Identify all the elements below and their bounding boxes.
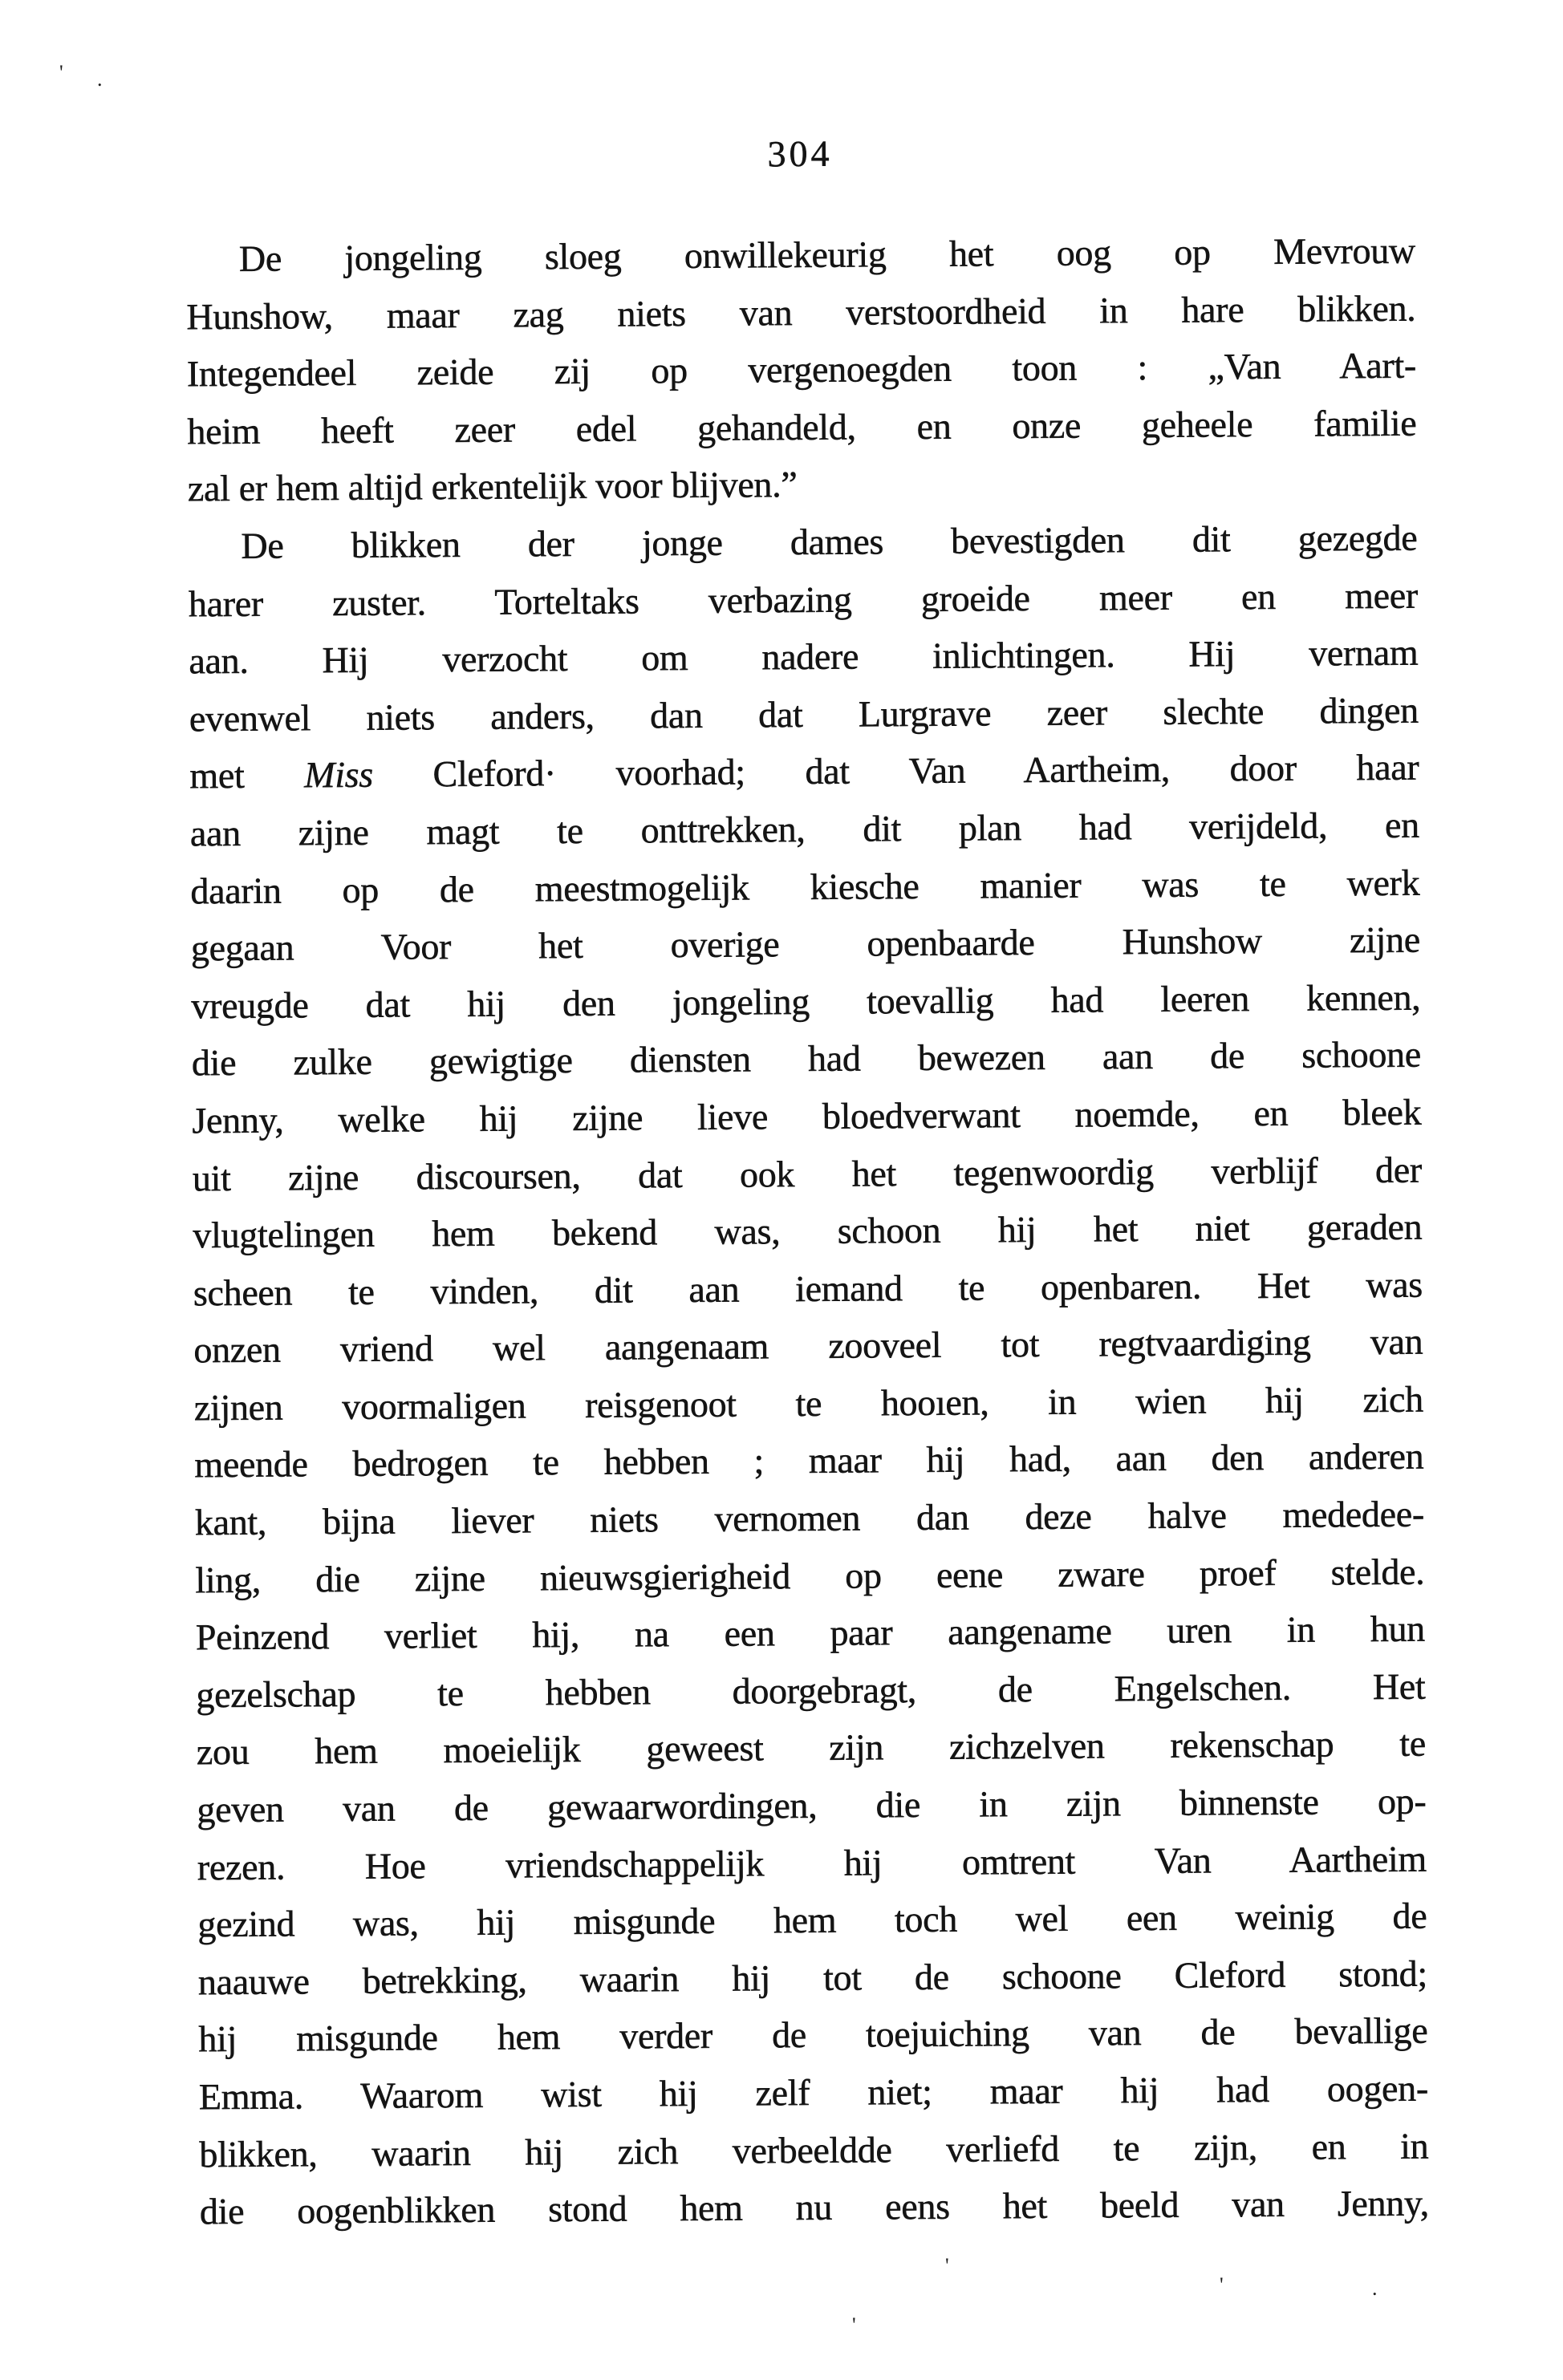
text-line <box>191 968 1420 1034</box>
text-segment: De jongeling sloeg onwillekeurig het oog op Mevrouw <box>238 229 1416 279</box>
text-segment: harer zuster. Torteltaks verbazing groeide meer en meer <box>188 574 1419 624</box>
text-segment: aan. Hij verzocht om nadere inlichtingen. Hij vernam <box>189 631 1419 682</box>
text-line <box>190 853 1419 919</box>
paragraph <box>188 509 1429 2240</box>
text-segment: zijnen voormaligen reisgenoot te hooıen, in wien hij zich <box>193 1378 1424 1429</box>
text-segment: rezen. Hoe vriendschappelijk hij omtrent Van Aartheim <box>197 1838 1427 1887</box>
text-segment: gegaan Voor het overige openbaarde Hunshow zijne <box>190 918 1421 969</box>
text-segment: aan zijne magt te onttrekken, dit plan had verijdeld, en <box>189 804 1420 854</box>
text-segment: blikken, waarin hij zich verbeeldde verliefd te zijn, en in <box>199 2125 1429 2175</box>
text-line <box>197 1887 1427 1953</box>
text-line <box>194 1371 1423 1437</box>
text-segment: ling, die zijne nieuwsgierigheid op eene zware proef stelde. <box>195 1551 1425 1600</box>
text-line <box>187 337 1416 403</box>
scan-artifact: ' <box>59 61 63 84</box>
italic-text: Miss <box>304 754 374 796</box>
text-segment: die zulke gewigtige diensten had bewezen aan de schoone <box>191 1033 1422 1084</box>
page-number: 304 <box>767 132 833 175</box>
text-line <box>189 566 1418 632</box>
text-segment: scheen te vinden, dit aan iemand te openbaren. Het was <box>193 1263 1423 1314</box>
text-line <box>198 1944 1427 2010</box>
text-segment: De blikken der jonge dames bevestigden dit gezegde <box>241 517 1418 566</box>
text-segment: heim heeft zeer edel gehandeld, en onze geheele familie <box>187 402 1417 452</box>
text-segment: evenwel niets anders, dan dat Lurgrave zeer slechte dingen <box>189 689 1419 740</box>
text-line <box>197 1773 1426 1839</box>
text-line <box>196 1657 1425 1723</box>
text-line <box>192 1084 1421 1149</box>
text-line <box>196 1600 1425 1666</box>
text-line <box>195 1543 1424 1608</box>
text-segment: daarin op de meestmogelijk kiesche manier was te werk <box>190 862 1420 911</box>
text-segment: Hunshow, maar zag niets van verstoordheid in hare blikken. <box>186 287 1416 337</box>
text-segment: zal er hem altijd erkentelijk voor blijven.” <box>187 464 798 509</box>
text-segment: vlugtelingen hem bekend was, schoon hij het niet geraden <box>193 1206 1423 1256</box>
text-line <box>188 452 1417 517</box>
text-line <box>199 2117 1428 2183</box>
text-segment: kant, bijna liever niets vernomen dan deze halve mededee- <box>194 1493 1425 1543</box>
text-segment: onzen vriend wel aangenaam zooveel tot regtvaardiging van <box>193 1320 1423 1371</box>
text-line <box>189 624 1418 690</box>
text-segment: Integendeel zeide zij op vergenoegden toon : „Van Aart- <box>186 344 1417 395</box>
text-line <box>189 739 1419 805</box>
scan-artifact: ' <box>945 2254 949 2277</box>
text-segment: geven van de gewaarwordingen, die in zijn binnenste op- <box>197 1780 1427 1831</box>
text-segment: hij misgunde hem verder de toejuiching van de bevallige <box>198 2010 1428 2060</box>
text-line <box>186 279 1415 345</box>
text-segment: die oogenblikken stond hem nu eens het beeld van Jenny, <box>199 2182 1430 2232</box>
text-segment: Emma. Waarom wist hij zelf niet; maar hij had oogen- <box>198 2067 1429 2118</box>
text-segment: Cleford· voorhad; dat Van Aartheim, door haar <box>372 747 1419 796</box>
text-segment: gezind was, hij misgunde hem toch wel een weinig de <box>197 1895 1427 1945</box>
scan-artifact: ' <box>852 2313 856 2337</box>
scan-artifact: . <box>1372 2277 1378 2300</box>
text-line <box>197 1830 1427 1895</box>
text-line <box>191 911 1420 977</box>
text-line <box>193 1198 1422 1264</box>
text-line <box>194 1428 1423 1494</box>
text-segment: met <box>189 754 305 797</box>
text-line <box>195 1486 1424 1551</box>
text-line <box>186 222 1415 288</box>
text-segment: meende bedrogen te hebben ; maar hij had, aan den anderen <box>194 1436 1424 1486</box>
text-line <box>190 797 1419 862</box>
text-line <box>192 1026 1421 1092</box>
text-segment: vreugde dat hij den jongeling toevallig had leeren kennen, <box>191 976 1421 1027</box>
paragraph <box>186 222 1417 518</box>
text-segment: Jenny, welke hij zijne lieve bloedverwant noemde, en bleek <box>192 1091 1422 1141</box>
text-segment: naauwe betrekking, waarin hij tot de schoone Cleford stond; <box>197 1952 1428 2003</box>
scan-artifact: . <box>97 67 103 91</box>
scan-artifact: ' <box>1220 2273 1224 2297</box>
text-segment: uit zijne discoursen, dat ook het tegenwoordig verblijf der <box>192 1149 1423 1198</box>
text-line <box>200 2175 1429 2240</box>
text-line <box>193 1313 1423 1379</box>
text-line <box>187 394 1416 460</box>
text-line <box>193 1255 1423 1321</box>
text-segment: Peinzend verliet hij, na een paar aangename uren in hun <box>195 1608 1426 1658</box>
text-block <box>185 131 1429 2240</box>
text-line <box>197 1715 1426 1781</box>
text-line <box>199 2060 1428 2126</box>
text-line <box>188 509 1417 575</box>
text-line <box>189 681 1419 747</box>
text-line <box>198 2002 1427 2068</box>
text-segment: gezelschap te hebben doorgebragt, de Engelschen. Het <box>196 1665 1426 1716</box>
text-segment: zou hem moeielijk geweest zijn zichzelven rekenschap te <box>196 1723 1427 1773</box>
text-line <box>193 1141 1422 1206</box>
